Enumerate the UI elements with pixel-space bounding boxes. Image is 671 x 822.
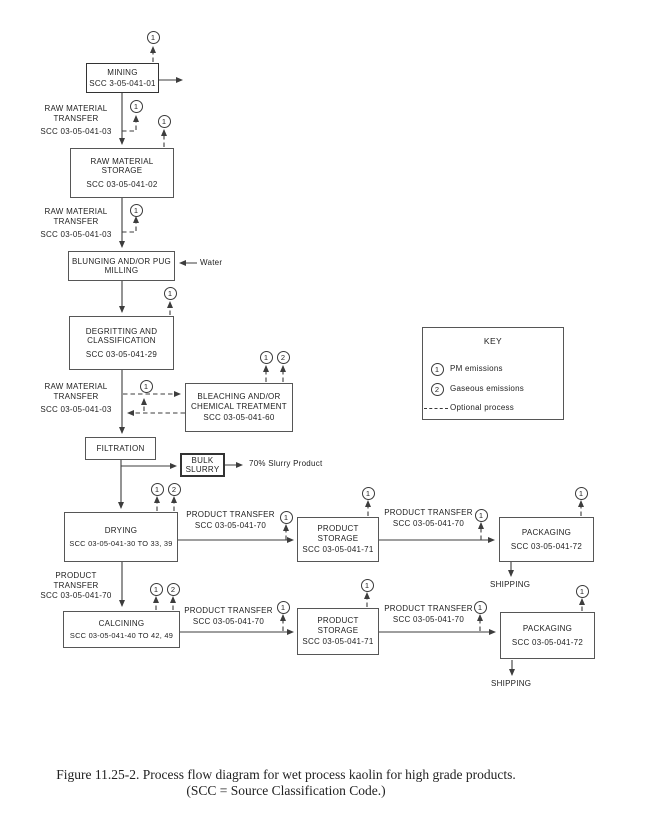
process-box-blunging: [68, 251, 175, 281]
legend-key-box: [422, 327, 564, 420]
label-line: RAW MATERIAL: [44, 207, 108, 216]
label-water: Water: [200, 258, 223, 267]
box-label: PACKAGING: [521, 528, 572, 537]
pm-emission-circle: 1: [475, 509, 488, 522]
label-line: PRODUCT TRANSFER: [184, 606, 273, 615]
label-shipping-1: SHIPPING: [490, 580, 531, 589]
box-label: STORAGE: [101, 166, 143, 176]
box-label: MINING: [107, 67, 138, 77]
pm-emission-circle: 1: [150, 583, 163, 596]
scc-code: SCC 03-05-041-72: [510, 541, 583, 551]
gaseous-emission-circle: 2: [431, 383, 444, 396]
pm-emission-circle: 1: [130, 100, 143, 113]
pm-emission-circle: 1: [130, 204, 143, 217]
gaseous-emission-circle: 2: [167, 583, 180, 596]
scc-code: SCC 03-05-041-40 TO 42, 49: [69, 630, 174, 640]
process-box-calcining: [63, 611, 180, 648]
legend-title: KEY: [483, 336, 503, 346]
box-label: STORAGE: [317, 625, 359, 635]
process-box-mining: [86, 63, 159, 93]
scc-code: SCC 03-05-041-70: [392, 615, 465, 624]
box-label: CALCINING: [98, 619, 145, 628]
legend-item-label: Gaseous emissions: [450, 384, 525, 393]
scc-code: SCC 03-05-041-70: [192, 617, 265, 626]
scc-code: SCC 03-05-041-60: [203, 413, 275, 423]
label-line: TRANSFER: [53, 217, 99, 226]
box-label: BLEACHING AND/OR: [197, 392, 281, 402]
label-raw-material-transfer-1: [34, 104, 118, 137]
label-product-transfer-2: [380, 508, 477, 529]
scc-code: SCC 03-05-041-71: [302, 545, 374, 555]
process-box-bleaching: [185, 383, 293, 432]
pm-emission-circle: 1: [151, 483, 164, 496]
box-label: FILTRATION: [96, 443, 145, 453]
box-label: BULK: [191, 455, 214, 465]
scc-code: SCC 03-05-041-29: [85, 349, 158, 359]
label-line: PRODUCT TRANSFER: [384, 508, 473, 517]
label-line: RAW MATERIAL: [44, 382, 108, 391]
pm-emission-circle: 1: [260, 351, 273, 364]
process-box-raw-material-storage: [70, 148, 174, 198]
pm-emission-circle: 1: [164, 287, 177, 300]
pm-emission-circle: 1: [277, 601, 290, 614]
legend-item-label: PM emissions: [450, 364, 503, 373]
pm-emission-circle: 1: [158, 115, 171, 128]
label-product-transfer-3: [180, 606, 277, 627]
scc-code: SCC 03-05-041-71: [302, 637, 374, 647]
emission-line-transfer1: [122, 116, 136, 131]
box-label: CLASSIFICATION: [87, 336, 156, 346]
pm-emission-circle: 1: [280, 511, 293, 524]
gaseous-emission-circle: 2: [168, 483, 181, 496]
process-box-drying: [64, 512, 178, 562]
process-box-product-storage-2: [297, 608, 379, 655]
process-box-filtration: [85, 437, 156, 460]
pm-emission-circle: 1: [575, 487, 588, 500]
box-label: CHEMICAL TREATMENT: [191, 401, 287, 411]
box-label: PRODUCT: [317, 524, 359, 534]
label-product-transfer-vertical: [33, 571, 119, 601]
gaseous-emission-circle: 2: [277, 351, 290, 364]
scc-code: SCC 3-05-041-01: [89, 79, 156, 88]
box-label: PRODUCT: [317, 616, 359, 626]
label-product-transfer-4: [380, 604, 477, 625]
pm-emission-circle: 1: [147, 31, 160, 44]
label-line: RAW MATERIAL: [44, 104, 108, 113]
caption-line-1: Figure 11.25-2. Process flow diagram for wet process kaolin for high grade products.: [56, 767, 516, 782]
scc-code: SCC 03-05-041-70: [40, 591, 112, 600]
label-line: TRANSFER: [53, 392, 99, 401]
process-box-packaging-1: [499, 517, 594, 562]
box-label: MILLING: [104, 266, 139, 275]
process-box-bulk-slurry: [180, 453, 225, 477]
scc-code: SCC 03-05-041-72: [511, 637, 584, 647]
label-product-transfer-1: [182, 510, 279, 531]
label-line: PRODUCT TRANSFER: [186, 510, 275, 519]
pm-emission-circle: 1: [474, 601, 487, 614]
label-slurry-product: 70% Slurry Product: [249, 459, 323, 468]
box-label: SLURRY: [185, 465, 220, 474]
box-label: STORAGE: [317, 533, 359, 543]
scc-code: SCC 03-05-041-70: [392, 519, 465, 528]
pm-emission-circle: 1: [431, 363, 444, 376]
process-box-degritting: [69, 316, 174, 370]
label-line: PRODUCT TRANSFER: [384, 604, 473, 613]
label-line: TRANSFER: [53, 581, 99, 590]
label-raw-material-transfer-3: [34, 382, 118, 415]
label-shipping-2: SHIPPING: [491, 679, 532, 688]
scc-code: SCC 03-05-041-70: [194, 521, 267, 530]
caption-line-2: (SCC = Source Classification Code.): [186, 783, 386, 798]
process-box-product-storage-1: [297, 517, 379, 562]
box-label: BLUNGING AND/OR PUG: [72, 256, 171, 266]
label-line: TRANSFER: [53, 114, 99, 123]
box-label: DRYING: [104, 525, 138, 535]
scc-code: SCC 03-05-041-02: [86, 179, 158, 189]
pm-emission-circle: 1: [140, 380, 153, 393]
scc-code: SCC 03-05-041-03: [40, 230, 112, 239]
scc-code: SCC 03-05-041-30 TO 33, 39: [69, 539, 173, 548]
process-box-packaging-2: [500, 612, 595, 659]
box-label: RAW MATERIAL: [90, 156, 154, 166]
figure-caption: [0, 767, 572, 799]
scc-code: SCC 03-05-041-03: [40, 127, 112, 136]
pm-emission-circle: 1: [362, 487, 375, 500]
scc-code: SCC 03-05-041-03: [40, 405, 112, 414]
pm-emission-circle: 1: [361, 579, 374, 592]
legend-item-label: Optional process: [450, 403, 515, 412]
emission-line-transfer2: [122, 217, 136, 232]
label-raw-material-transfer-2: [34, 207, 118, 240]
dashed-line-sample: [424, 408, 448, 409]
pm-emission-circle: 1: [576, 585, 589, 598]
box-label: PACKAGING: [522, 624, 573, 633]
label-line: PRODUCT: [55, 571, 97, 580]
box-label: DEGRITTING AND: [85, 326, 158, 336]
